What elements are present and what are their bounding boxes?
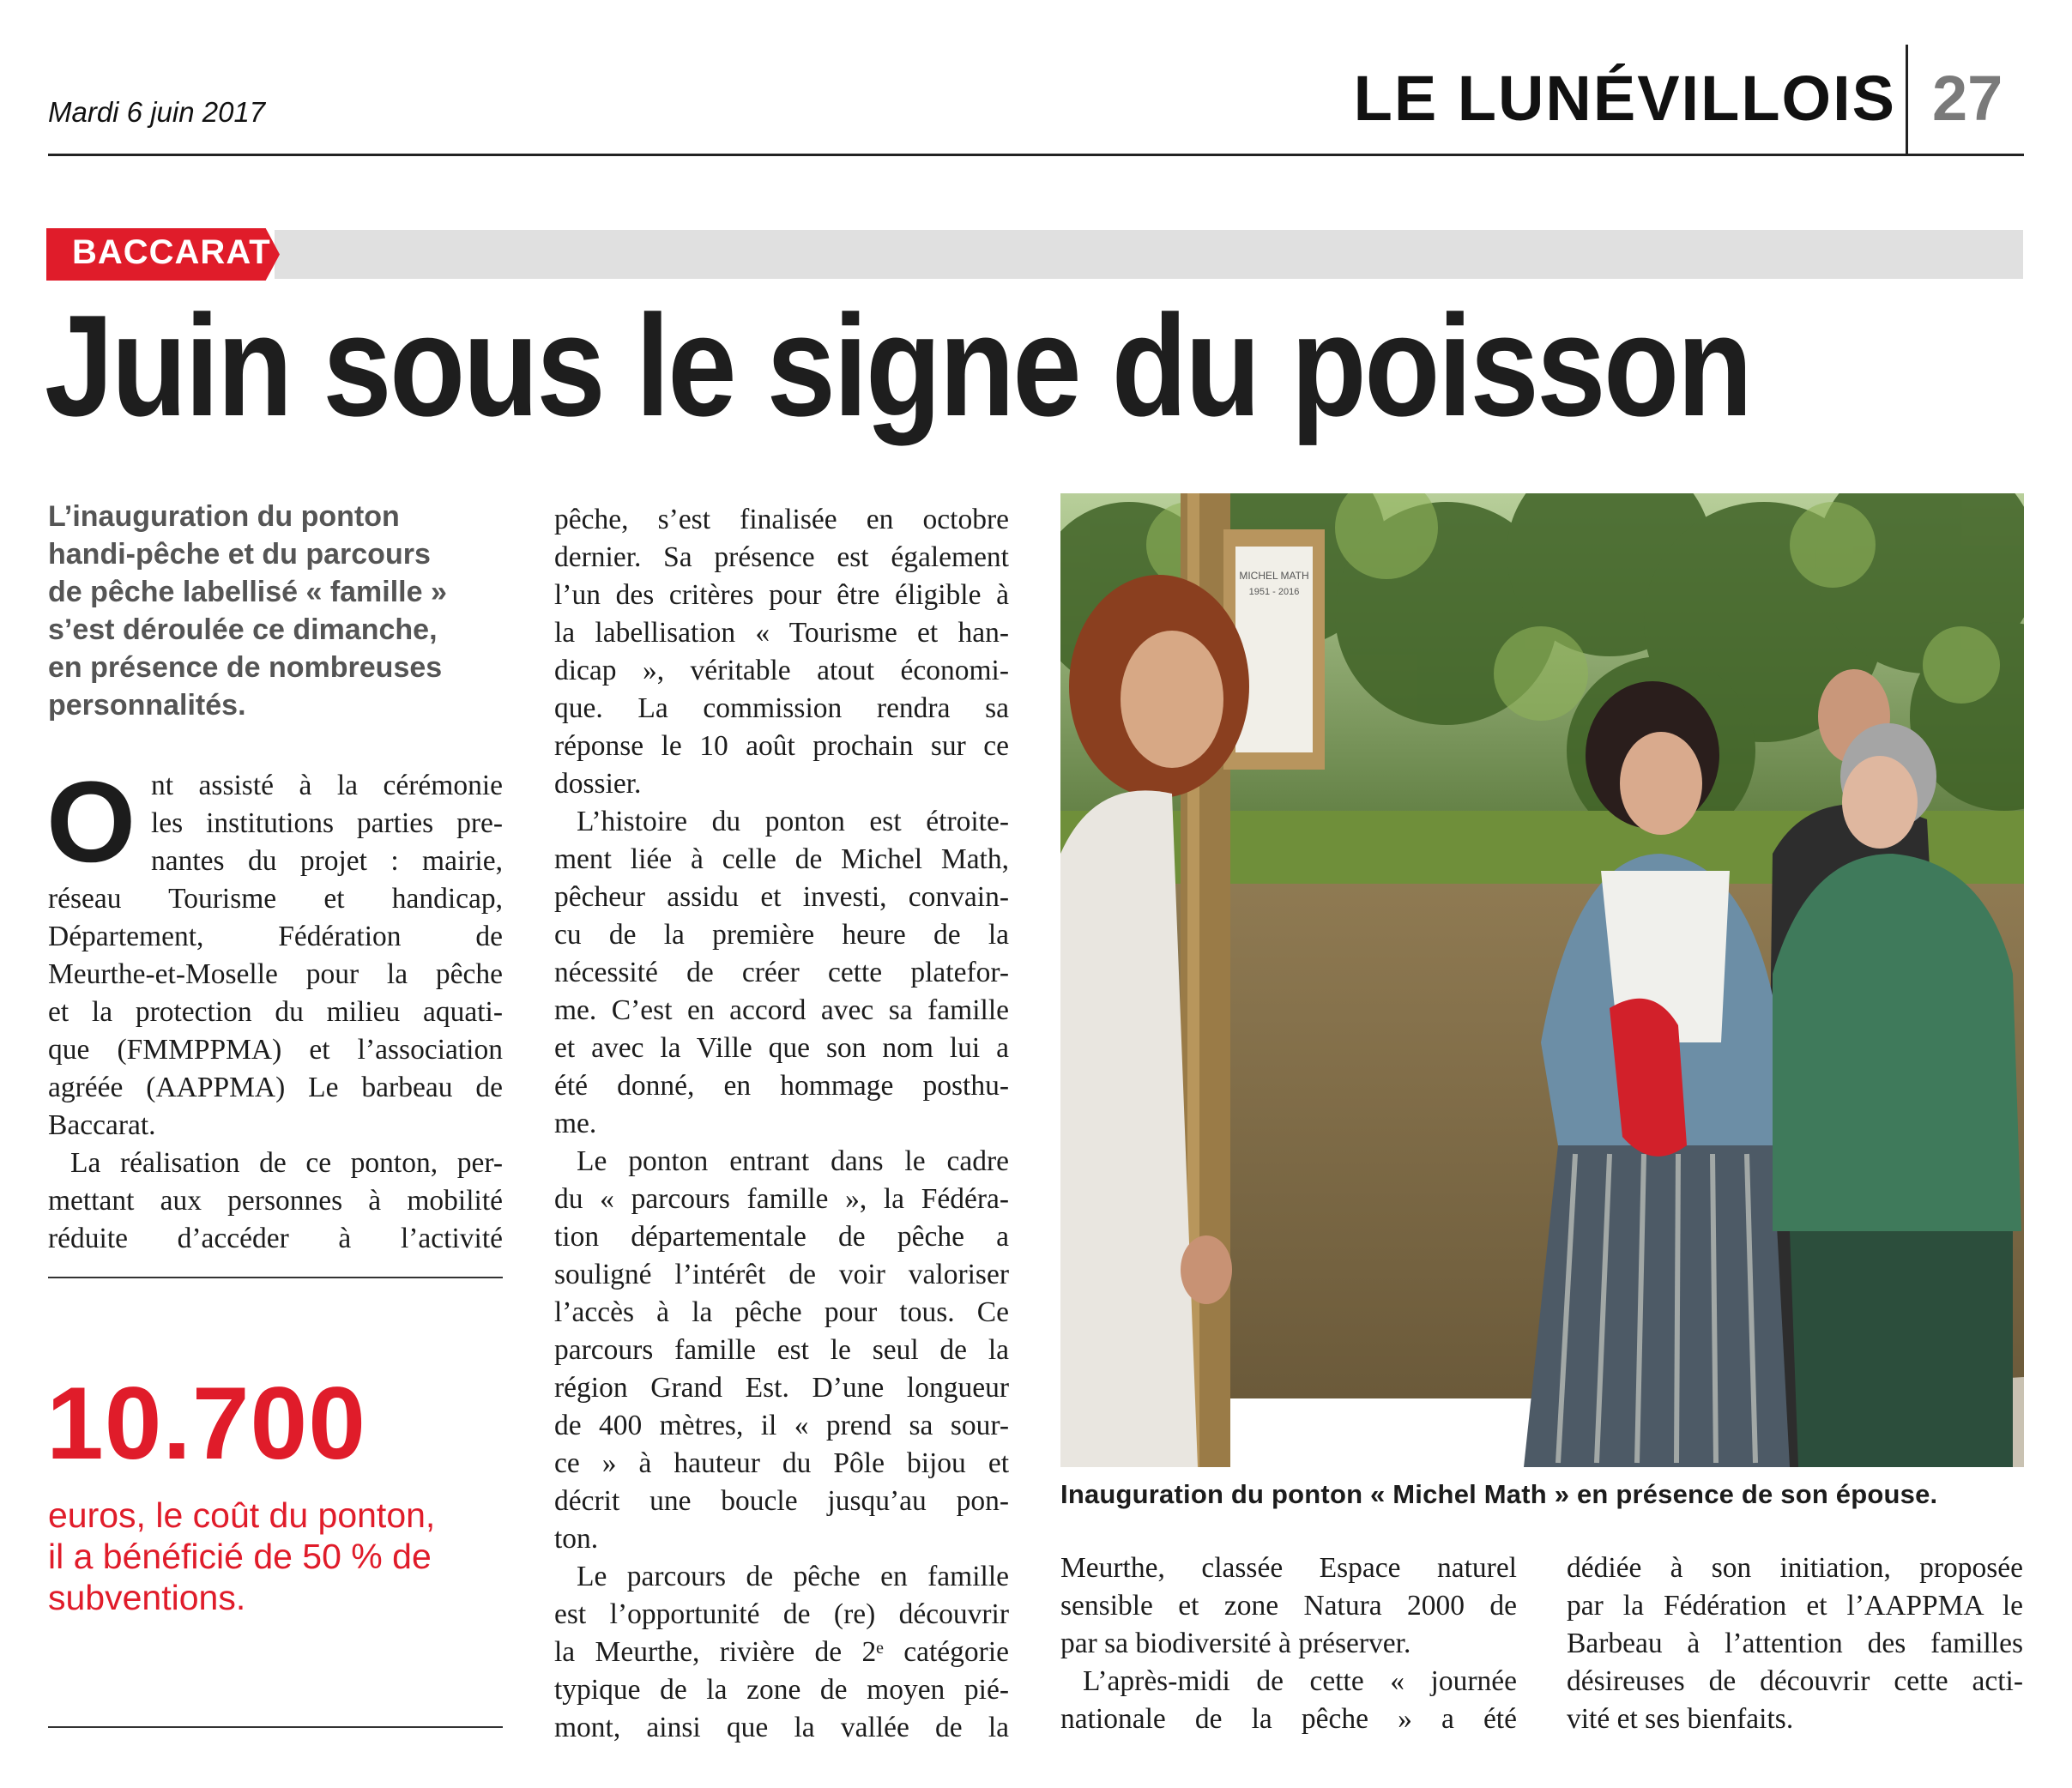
text-line: dernier. Sa présence est également [554, 541, 1009, 573]
text-line: nantes du projet : mairie, [151, 845, 503, 877]
text-line: et la protection du milieu aquati- [48, 996, 503, 1028]
chapeau-line: en présence de nombreuses [48, 651, 443, 684]
plaque-dates: 1951 - 2016 [1248, 587, 1300, 597]
article-column-2 [554, 501, 1009, 1747]
text-line: et avec la Ville que son nom lui a [554, 1032, 1009, 1064]
text-line: Meurthe, classée Espace naturel [1060, 1552, 1517, 1584]
text-line: La réalisation de ce ponton, per- [70, 1147, 503, 1179]
text-line: agréée (AAPPMA) Le barbeau de [48, 1072, 503, 1103]
text-line: mont, ainsi que la vallée de la [554, 1712, 1009, 1743]
text-line: Département, Fédération de [48, 921, 503, 952]
text-line: me. [554, 1108, 597, 1139]
headline: Juin sous le signe du poisson [45, 285, 1751, 446]
chapeau-line: handi-pêche et du parcours [48, 538, 431, 571]
plaque-name: MICHEL MATH [1239, 570, 1309, 582]
text-line: vité et ses bienfaits. [1567, 1703, 1794, 1735]
text-line: de 400 mètres, il « prend sa sour- [554, 1410, 1009, 1441]
text-line: dossier. [554, 768, 642, 800]
text-line: réduite d’accéder à l’activité [48, 1223, 503, 1254]
chapeau-line: L’inauguration du ponton [48, 500, 400, 533]
text-line: la labellisation « Tourisme et han- [554, 617, 1009, 649]
text-line: la Meurthe, rivière de 2ᵉ catégorie [554, 1636, 1009, 1668]
text-line: que (FMMPPMA) et l’association [48, 1034, 503, 1066]
callout-rule-top [48, 1277, 503, 1278]
text-line: que. La commission rendra sa [554, 692, 1009, 724]
text-line: du « parcours famille », la Fédéra- [554, 1183, 1009, 1215]
text-line: parcours famille est le seul de la [554, 1334, 1009, 1366]
text-line: Barbeau à l’attention des familles [1567, 1628, 2023, 1659]
rubric-label: BACCARAT [72, 233, 271, 271]
article-column-1 [46, 758, 503, 1258]
text-line: Le ponton entrant dans le cadre [577, 1145, 1009, 1177]
newspaper-name: LE LUNÉVILLOIS [1353, 63, 1896, 134]
text-line: L’histoire du ponton est étroite- [577, 806, 1009, 837]
text-line: été donné, en hommage posthu- [554, 1070, 1009, 1102]
page-number: 27 [1932, 63, 2003, 134]
text-line: désireuses de découvrir cette acti- [1567, 1665, 2023, 1697]
photo-caption: Inauguration du ponton « Michel Math » en présence de son épouse. [1060, 1479, 1938, 1509]
text-line: Baccarat. [48, 1109, 156, 1141]
drop-cap: O [46, 758, 136, 886]
text-line: me. C’est en accord avec sa famille [554, 994, 1009, 1026]
callout-line: euros, le coût du ponton, [48, 1495, 436, 1535]
text-line: tion départementale de pêche a [554, 1221, 1009, 1253]
text-line: décrit une boucle jusqu’au pon- [554, 1485, 1009, 1517]
text-line: nt assisté à la cérémonie [151, 770, 503, 801]
text-line: réseau Tourisme et handicap, [48, 883, 503, 915]
text-line: dédiée à son initiation, proposée [1567, 1552, 2023, 1584]
callout-rule-bottom [48, 1726, 503, 1728]
chapeau-line: de pêche labellisé « famille » [48, 576, 447, 608]
text-line: cu de la première heure de la [554, 919, 1009, 951]
callout-line: il a bénéficié de 50 % de [48, 1537, 432, 1576]
text-line: l’accès à la pêche pour tous. Ce [554, 1296, 1009, 1328]
article-column-3 [1060, 1549, 1517, 1738]
edition-date: Mardi 6 juin 2017 [48, 96, 266, 128]
text-line: par la Fédération et l’AAPPMA le [1567, 1590, 2023, 1622]
text-line: ce » à hauteur du Pôle bijou et [554, 1447, 1009, 1479]
text-line: ton. [554, 1523, 599, 1555]
text-line: mettant aux personnes à mobilité [48, 1185, 503, 1217]
text-line: par sa biodiversité à préserver. [1060, 1628, 1411, 1659]
rubric-band [275, 230, 2023, 279]
text-line: souligné l’intérêt de voir valoriser [554, 1259, 1009, 1290]
text-line: pêche, s’est finalisée en octobre [554, 504, 1009, 535]
chapeau-line: personnalités. [48, 689, 246, 722]
text-line: nationale de la pêche » a été [1060, 1703, 1517, 1735]
chapeau-line: s’est déroulée ce dimanche, [48, 613, 438, 646]
header-separator [1906, 45, 1908, 154]
text-line: Le parcours de pêche en famille [577, 1561, 1009, 1592]
header-rule [48, 154, 2024, 156]
article-photo [1060, 493, 2024, 1467]
text-line: Meurthe-et-Moselle pour la pêche [48, 958, 503, 990]
text-line: sensible et zone Natura 2000 de [1060, 1590, 1517, 1622]
callout-line: subventions. [48, 1578, 246, 1617]
callout-text [48, 1495, 511, 1618]
photo-scene [1060, 493, 2024, 1467]
chapeau [48, 498, 486, 724]
text-line: les institutions parties pre- [151, 807, 503, 839]
text-line: L’après-midi de cette « journée [1083, 1665, 1517, 1697]
text-line: réponse le 10 août prochain sur ce [554, 730, 1009, 762]
text-line: région Grand Est. D’une longueur [554, 1372, 1009, 1404]
callout-figure: 10.700 [46, 1366, 367, 1481]
text-line: nécessité de créer cette platefor- [554, 957, 1009, 988]
text-line: typique de la zone de moyen pié- [554, 1674, 1009, 1706]
text-line: est l’opportunité de (re) découvrir [554, 1598, 1009, 1630]
text-line: ment liée à celle de Michel Math, [554, 843, 1009, 875]
text-line: l’un des critères pour être éligible à [554, 579, 1009, 611]
article-column-4 [1567, 1549, 2023, 1738]
text-line: dicap », véritable atout économi- [554, 655, 1009, 686]
text-line: pêcheur assidu et investi, convain- [554, 881, 1009, 913]
